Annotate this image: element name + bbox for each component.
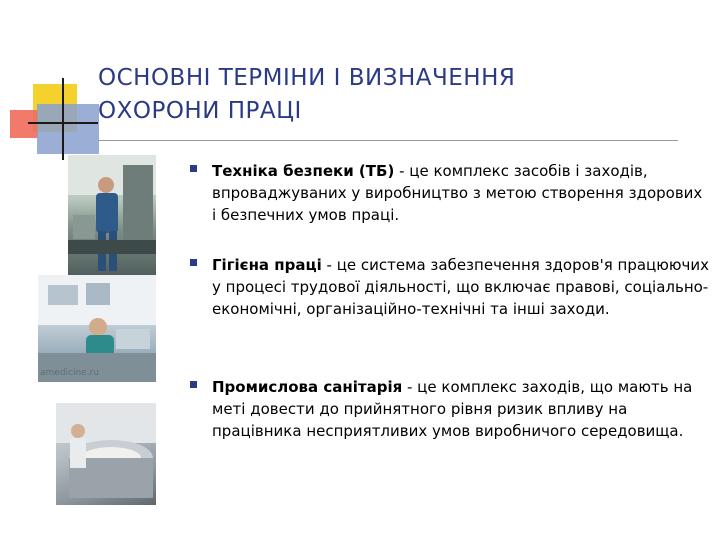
list-item bbox=[190, 160, 710, 226]
page-title bbox=[98, 62, 678, 128]
decor-red-square bbox=[10, 110, 38, 138]
definition-body: - це комплекс заходів, що мають на меті довести до прийнятного рівня ризик впливу на працівника несприятливих умов виробничого середовища. bbox=[212, 378, 693, 440]
photo-watermark: amedicine.ru bbox=[40, 368, 99, 378]
definition-body: - це система забезпечення здоров'я працюючих у процесі трудової діяльності, що включає правові, соціально-економічні, організаційно-технічні та інші заходи. bbox=[212, 256, 710, 318]
decor-vertical-line bbox=[62, 78, 64, 160]
title-line-2: ОХОРОНИ ПРАЦІ bbox=[98, 98, 302, 124]
definition-text bbox=[212, 160, 710, 226]
definition-body: - це комплекс засобів і заходів, впроваджуваних у виробництво з метою створення здорових і безпечних умов праці. bbox=[212, 162, 703, 224]
worker-illustration bbox=[68, 155, 156, 279]
photo-lab-workers bbox=[38, 275, 156, 382]
vat-illustration bbox=[56, 403, 156, 505]
list-item bbox=[190, 376, 710, 442]
bullet-square-icon bbox=[190, 259, 197, 266]
decor-horizontal-line bbox=[28, 122, 98, 124]
bullet-square-icon bbox=[190, 381, 197, 388]
definition-text bbox=[212, 376, 710, 442]
photo-industrial-worker bbox=[68, 155, 156, 279]
lab-illustration bbox=[38, 275, 156, 382]
title-underline bbox=[98, 140, 678, 141]
title-line-1: ОСНОВНІ ТЕРМІНИ І ВИЗНАЧЕННЯ bbox=[98, 65, 516, 91]
definition-text bbox=[212, 254, 710, 320]
decor-blue-square bbox=[37, 104, 99, 154]
term-label: Промислова санітарія bbox=[212, 378, 403, 396]
term-label: Гігієна праці bbox=[212, 256, 322, 274]
bullet-square-icon bbox=[190, 165, 197, 172]
list-item bbox=[190, 254, 710, 320]
term-label: Техніка безпеки (ТБ) bbox=[212, 162, 395, 180]
photo-food-production bbox=[56, 403, 156, 505]
